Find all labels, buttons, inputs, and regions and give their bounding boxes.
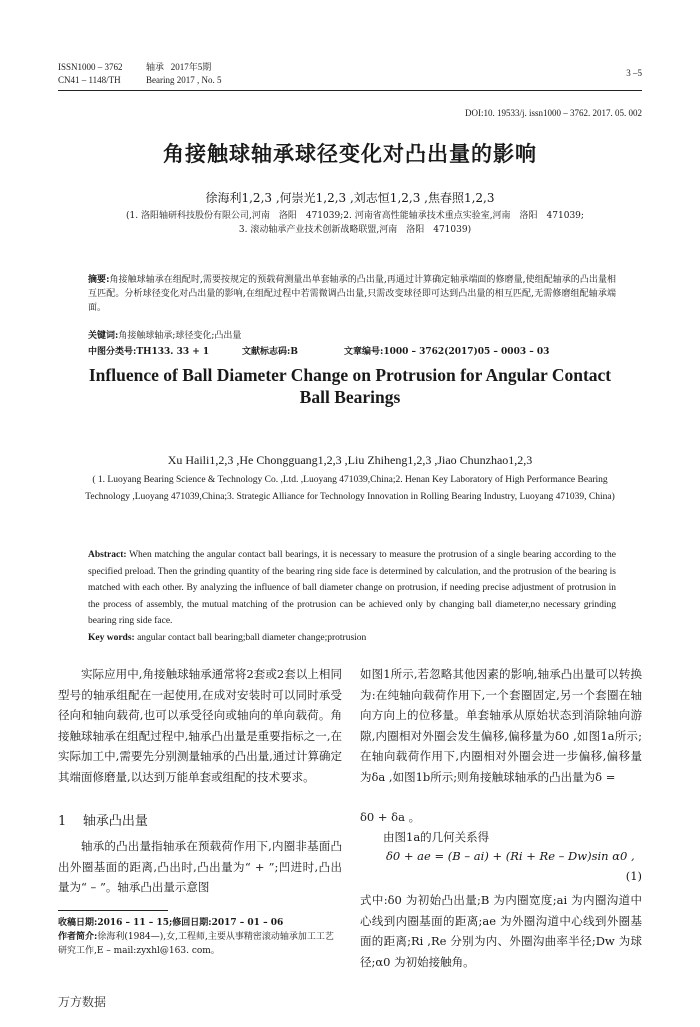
watermark: 万方数据 bbox=[58, 995, 107, 1009]
header-rule bbox=[58, 90, 642, 91]
en-affiliations: ( 1. Luoyang Bearing Science & Technology Co. ,Ltd. ,Luoyang 471039,China;2. Henan Key Laboratory of High Performance Bearing Technology ,Luoyang 471039,China;3. Strategic Alliance for Technology Innovation in Rolling Bearing Industry, Luoyang 471039, China) bbox=[85, 475, 615, 502]
header-cn-number: CN41 – 1148/TH bbox=[58, 75, 121, 85]
right-continuation: δ0 + δa 。 bbox=[360, 810, 421, 824]
cn-affil-line1: (1. 洛阳轴研科技股份有限公司,河南 洛阳 471039;2. 河南省高性能轴承技术重点实验室,河南 洛阳 471039; bbox=[126, 211, 584, 221]
cn-affil-line2: 3. 滚动轴承产业技术创新战略联盟,河南 洛阳 471039) bbox=[238, 225, 472, 235]
cn-authors bbox=[0, 189, 700, 206]
cn-abstract bbox=[88, 273, 616, 315]
section-heading bbox=[58, 810, 342, 829]
section1-paragraph: 轴承的凸出量指轴承在预载荷作用下,内圈非基面凸出外圈基面的距离,凸出时,凸出量为“ + ”;凹进时,凸出量为“ – ”。轴承凸出量示意图 bbox=[58, 839, 342, 894]
en-keywords-text: angular contact ball bearing;ball diameter change;protrusion bbox=[137, 632, 367, 643]
document-code: 文献标志码:B bbox=[242, 347, 298, 357]
article-number: 文章编号:1000 – 3762(2017)05 – 0003 – 03 bbox=[344, 347, 550, 357]
en-keywords bbox=[88, 630, 616, 647]
footnote bbox=[58, 916, 342, 958]
issue-date-en: 2017 , No. 5 bbox=[176, 75, 222, 85]
en-title: Influence of Ball Diameter Change on Protrusion for Angular Contact Ball Bearings bbox=[88, 365, 612, 407]
right-paragraph: 如图1所示,若忽略其他因素的影响,轴承凸出量可以转换为:在纯轴向载荷作用下,一个套圈固定,另一个套圈在轴向方向上的位移量。单套轴承从原始状态到消除轴向游隙,内圈相对外圈会发生偏移,偏移量为δ0 ,如图1a所示;在轴向载荷作用下,内圈相对外圈会进一步偏移,偏移量为δa ,如图1b所示;则角接触球轴承的凸出量为δ = bbox=[360, 667, 642, 784]
journal-name-en: Bearing bbox=[146, 75, 175, 85]
clc-number: 中图分类号:TH133. 33 + 1 bbox=[88, 347, 210, 357]
header-issn: ISSN1000 – 3762 bbox=[58, 62, 123, 72]
equation-1: δ0 + ae = (B – ai) + (Ri + Re – Dw)sin α0 , bbox=[386, 849, 635, 863]
footnote-rule bbox=[58, 910, 168, 911]
en-abstract bbox=[88, 547, 616, 646]
en-abstract-label: Abstract: bbox=[88, 550, 127, 560]
variable-definitions: 式中:δ0 为初始凸出量;B 为内圈宽度;ai 为内圈沟道中心线到内圈基面的距离;ae 为外圈沟道中心线到外圈基面的距离;Ri ,Re 分别为内、外圈沟曲率半径;Dw 为球径;α0 为初始接触角。 bbox=[360, 893, 642, 969]
cn-title: 角接触球轴承球径变化对凸出量的影响 bbox=[163, 141, 537, 166]
issue-date-cn: 2017年5期 bbox=[170, 62, 212, 72]
footnote-author bbox=[58, 930, 342, 958]
page-range: 3 –5 bbox=[626, 68, 642, 78]
cn-class-line bbox=[88, 345, 616, 359]
cn-keywords-text: 角接触球轴承;球径变化;凸出量 bbox=[118, 331, 242, 341]
footnote-author-label: 作者简介: bbox=[58, 932, 98, 942]
section-title: 轴承凸出量 bbox=[82, 814, 148, 829]
en-abstract-text: When matching the angular contact ball bearings, it is necessary to measure the protrusion of a single bearing according to the specified preload. Then the grinding quantity of the bearing ring side face is determined by calculation, and the protrusion of the bearing is matched with each other. By analyzing the influence of ball diameter change on protrusion, if needing precise adjustment of protrusion in the process of assembly, the mutual matching of the protrusion can be achieved only by changing ball diameter,no necessary grinding bearing ring side face. bbox=[88, 550, 616, 626]
header-journal-cn bbox=[146, 61, 211, 73]
geometry-intro: 由图1a的几何关系得 bbox=[383, 830, 490, 844]
doi: DOI:10. 19533/j. issn1000 – 3762. 2017. 05. 002 bbox=[464, 108, 642, 118]
section-number: 1 bbox=[58, 814, 67, 829]
footnote-dates: 收稿日期:2016 – 11 – 15;修回日期:2017 – 01 – 06 bbox=[58, 918, 284, 928]
en-authors: Xu Haili1,2,3 ,He Chongguang1,2,3 ,Liu Zhiheng1,2,3 ,Jiao Chunzhao1,2,3 bbox=[167, 453, 533, 467]
journal-name-cn: 轴承 bbox=[146, 62, 165, 72]
cn-abstract-text: 角接触球轴承在组配时,需要按规定的预载荷测量出单套轴承的凸出量,再通过计算确定轴承端面的修磨量,使组配轴承的凸出量相互匹配。分析球径变化对凸出量的影响,在组配过程中若需微调凸出量,只需改变球径即可达到凸出量的相互匹配,无需修磨组配轴承端面。 bbox=[88, 275, 616, 313]
cn-keywords-label: 关键词: bbox=[88, 331, 119, 341]
cn-affiliations bbox=[50, 209, 660, 237]
cn-author-list: 徐海利1,2,3 ,何崇光1,2,3 ,刘志恒1,2,3 ,焦春照1,2,3 bbox=[205, 191, 495, 205]
intro-paragraph: 实际应用中,角接触球轴承通常将2套或2套以上相同型号的轴承组配在一起使用,在成对安装时可以同时承受径向和轴向载荷,也可以承受径向或轴向的单向载荷。角接触球轴承在组配过程中,轴承凸出量是重要指标之一,在实际加工中,需要先分别测量轴承的凸出量,通过计算确定其端面修磨量,以达到万能单套或组配的技术要求。 bbox=[58, 667, 342, 784]
cn-keywords bbox=[88, 329, 616, 343]
footnote-author-text: 徐海利(1984—),女,工程师,主要从事精密滚动轴承加工工艺研究工作,E – mail:zyxhl@163. com。 bbox=[58, 932, 334, 956]
cn-abstract-label: 摘要: bbox=[88, 275, 110, 285]
en-keywords-label: Key words: bbox=[88, 632, 135, 643]
equation-number: (1) bbox=[625, 869, 642, 883]
header-journal-en bbox=[146, 74, 222, 86]
